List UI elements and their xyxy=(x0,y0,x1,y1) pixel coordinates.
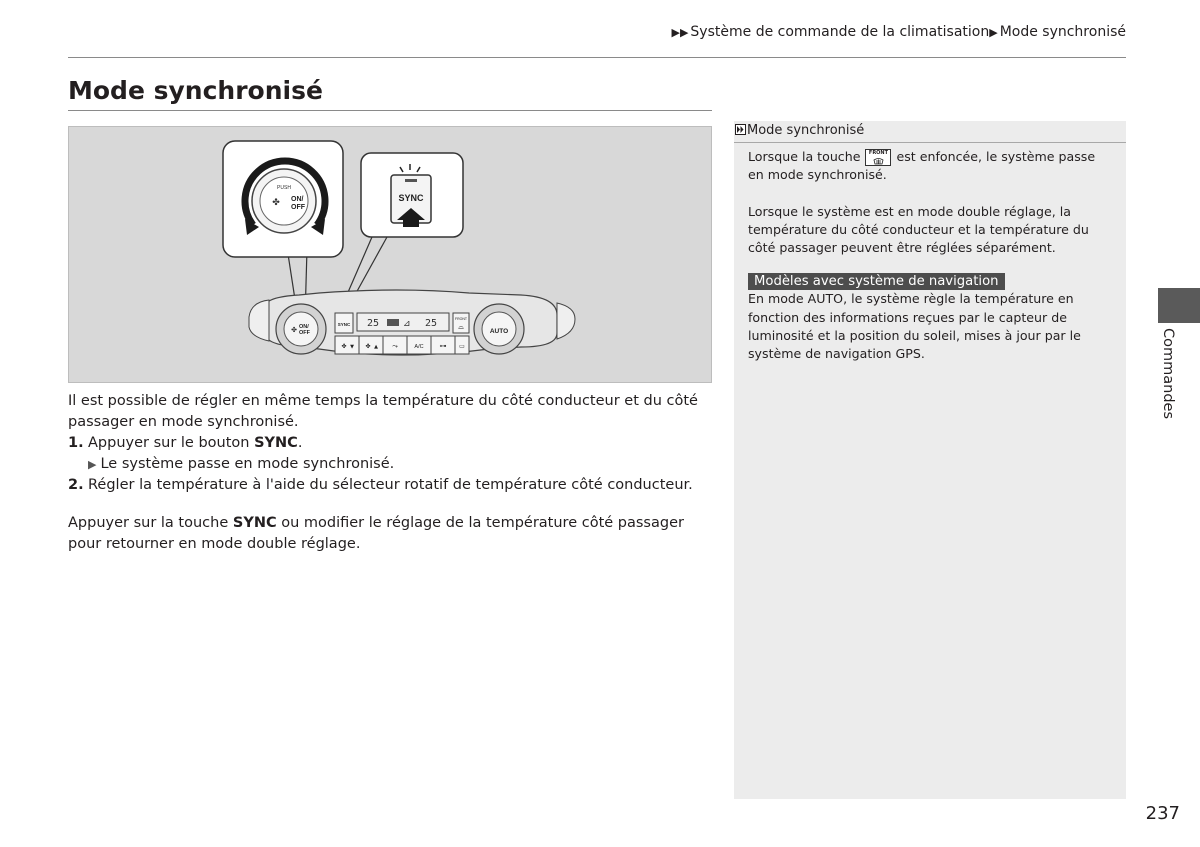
display-fan-bars xyxy=(387,319,399,326)
recirculation-icon: ⊶ xyxy=(439,342,447,350)
step-2 xyxy=(68,475,718,496)
panel-front-label: FRONT xyxy=(454,317,468,321)
step-number: 2. xyxy=(68,477,84,493)
step-keyword: SYNC xyxy=(254,435,298,451)
section-tab-marker xyxy=(1158,288,1200,323)
navigation-models-heading: Modèles avec système de navigation xyxy=(748,273,1005,290)
triangle-right-icon: ▶▶ xyxy=(671,26,689,39)
sidebar-notes xyxy=(734,121,1126,799)
display-mode-icon: ⊿ xyxy=(403,319,411,329)
step-1-result xyxy=(68,454,718,475)
knob-on-label: ON/ xyxy=(291,196,304,203)
header-divider xyxy=(68,57,1126,58)
sidebar-text-part: Lorsque la touche xyxy=(748,149,865,164)
page-title: Mode synchronisé xyxy=(68,76,323,105)
airflow-mode-icon: ⤳ xyxy=(392,342,398,350)
front-button-label: FRONT xyxy=(868,150,889,156)
closing-text-part: Appuyer sur la touche xyxy=(68,515,233,531)
step-1 xyxy=(68,433,718,454)
breadcrumb-current: Mode synchronisé xyxy=(999,24,1126,40)
fan-down-button xyxy=(335,336,359,354)
reference-icon xyxy=(735,124,746,135)
sync-indicator-led xyxy=(405,179,417,182)
defrost-icon xyxy=(873,157,884,165)
rear-defrost-icon: ▭ xyxy=(459,343,465,350)
step-text: Régler la température à l'aide du sélecteur rotatif de température côté conducteur. xyxy=(88,477,693,493)
section-tab-label: Commandes xyxy=(1160,328,1176,420)
fan-icon: ✤ xyxy=(341,343,347,350)
fan-icon: ✤ xyxy=(272,198,280,208)
intro-paragraph: Il est possible de régler en même temps la température du côté conducteur et du côté passager en mode synchronisé. xyxy=(68,393,698,430)
closing-paragraph xyxy=(68,513,718,555)
defrost-icon: ⌓ xyxy=(458,323,464,331)
fan-down-label: ▼ xyxy=(350,344,354,350)
breadcrumb-section: Système de commande de la climatisation xyxy=(690,24,990,40)
panel-right-bezel xyxy=(557,303,575,339)
step-number: 1. xyxy=(68,435,84,451)
panel-knob-off-label: OFF xyxy=(299,330,310,336)
panel-knob-on-label: ON/ xyxy=(299,324,309,330)
knob-off-label: OFF xyxy=(291,204,305,211)
sidebar-paragraph-front xyxy=(734,148,1126,185)
lower-button-row xyxy=(335,336,469,354)
page-number: 237 xyxy=(1145,803,1180,824)
closing-keyword: SYNC xyxy=(232,515,277,531)
front-defrost-button-icon xyxy=(865,149,891,166)
panel-left-bezel xyxy=(249,300,269,341)
panel-auto-label: AUTO xyxy=(489,328,509,335)
climate-control-illustration xyxy=(68,126,712,383)
knob-push-label: PUSH xyxy=(277,185,291,191)
panel-sync-label: SYNC xyxy=(337,322,351,327)
sidebar-paragraph-navigation: En mode AUTO, le système règle la température en fonction des informations reçues par le capteur de luminosité et la position du soleil, mises à jour par le système de navigation GPS. xyxy=(748,291,1081,362)
step-1-result-text: Le système passe en mode synchronisé. xyxy=(100,456,395,472)
display-temp-right: 25 xyxy=(425,318,438,329)
sidebar-text-part: est enfoncée, le système passe en mode synchronisé. xyxy=(748,149,1096,183)
body-text xyxy=(68,391,718,555)
fan-up-button xyxy=(359,336,383,354)
closing-text-part: ou modifier le réglage de la température côté passager pour retourner en mode double réglage. xyxy=(68,515,684,552)
panel-ac-label: A/C xyxy=(414,344,424,350)
step-text xyxy=(88,433,302,454)
sync-callout-label: SYNC xyxy=(398,193,424,203)
step-text-part: Appuyer sur le bouton xyxy=(88,435,255,451)
triangle-right-icon: ▶ xyxy=(88,458,97,471)
fan-up-label: ▲ xyxy=(374,344,378,350)
sidebar-heading xyxy=(734,121,1126,143)
display-temp-left: 25 xyxy=(367,318,380,329)
breadcrumb xyxy=(672,24,1127,40)
climate-panel-drawing xyxy=(69,127,711,382)
step-text-part: . xyxy=(297,435,303,451)
sidebar-heading-text: Mode synchronisé xyxy=(747,123,865,138)
sidebar-paragraph-dual: Lorsque le système est en mode double réglage, la température du côté conducteur et la température du côté passager peuvent être réglées séparément. xyxy=(748,203,1089,256)
fan-icon: ✤ xyxy=(291,326,297,334)
fan-icon: ✤ xyxy=(365,343,371,350)
triangle-right-icon: ▶ xyxy=(989,26,998,39)
title-divider xyxy=(68,110,712,111)
